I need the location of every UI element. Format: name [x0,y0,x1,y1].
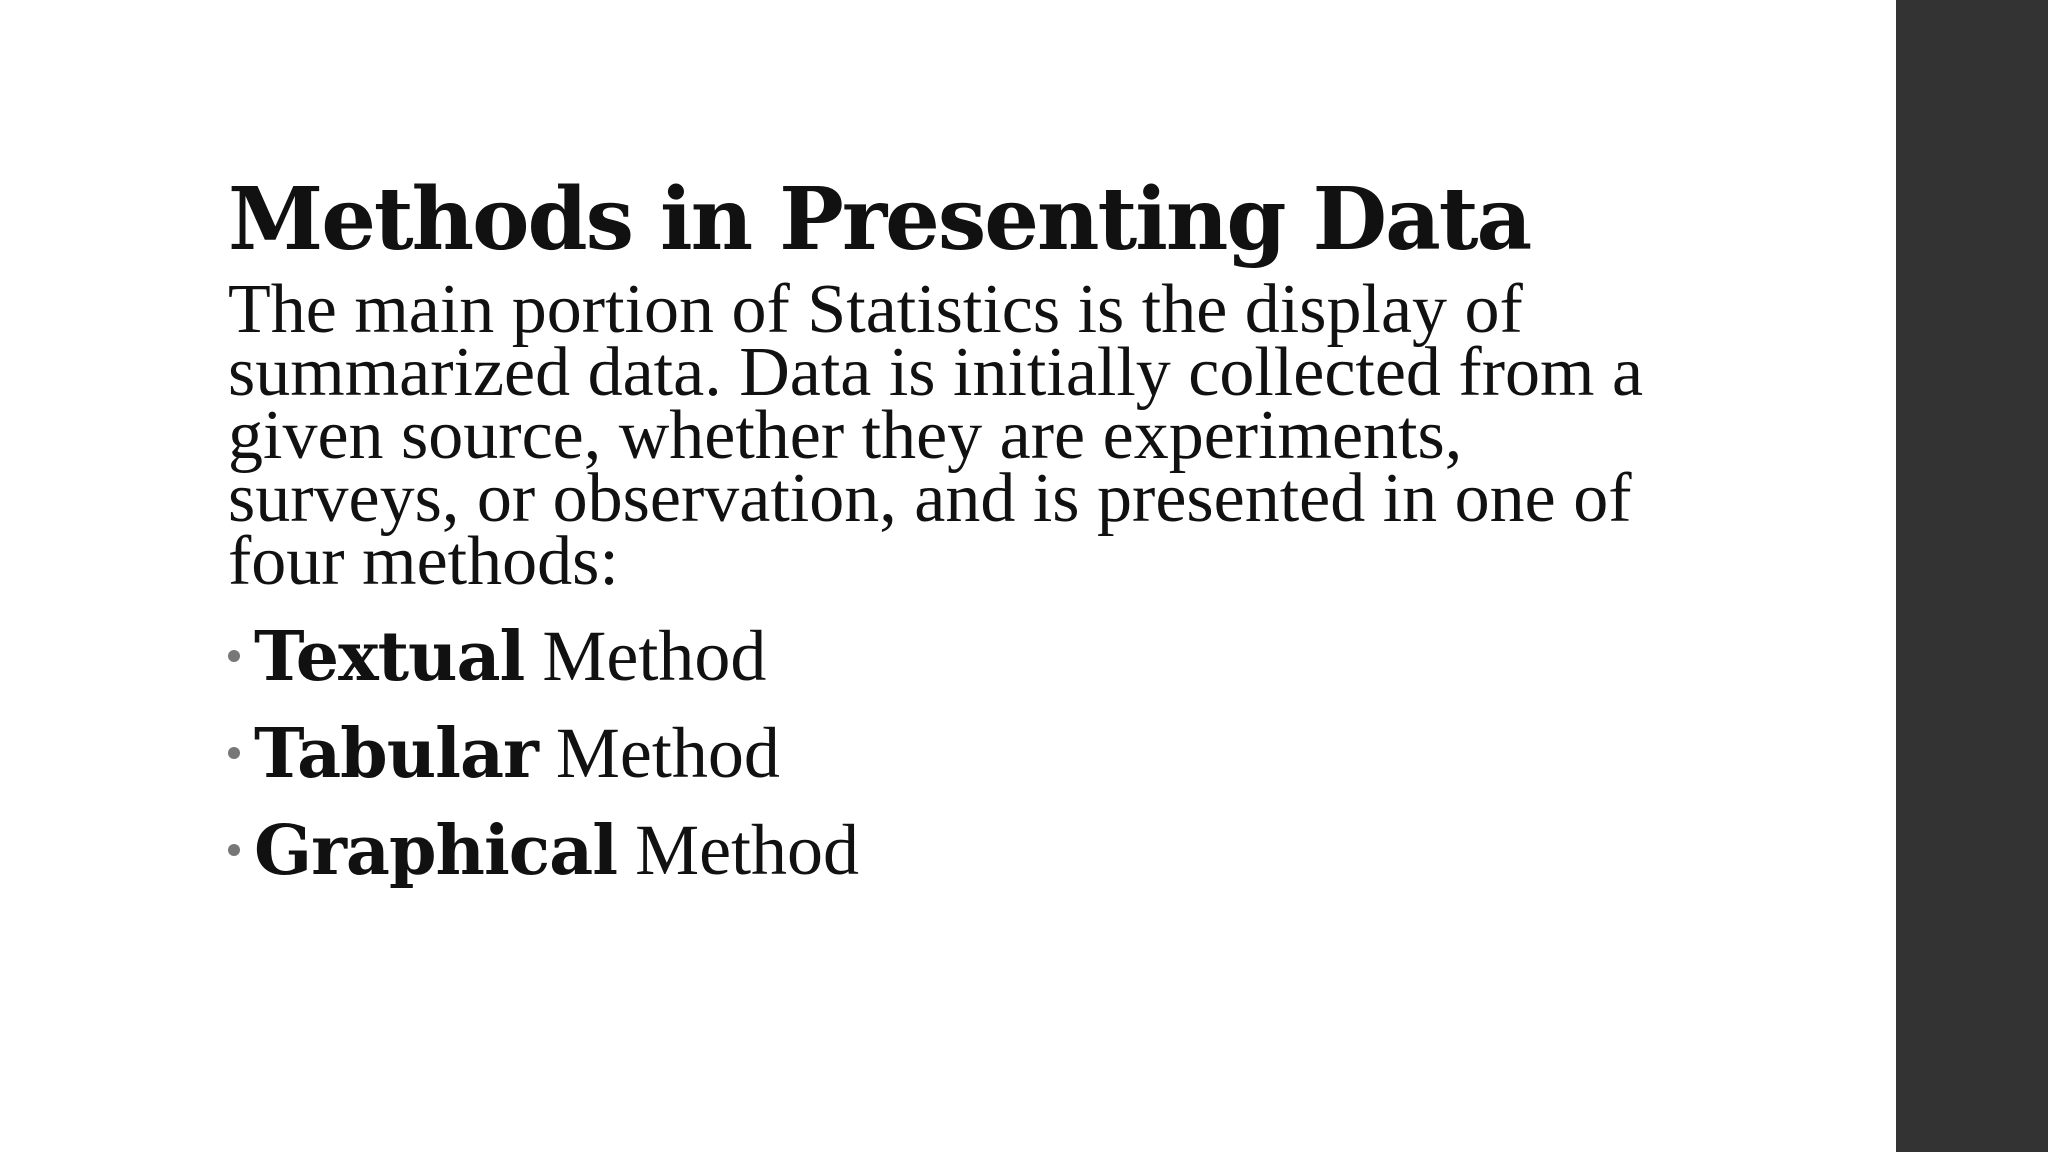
slide-title: Methods in Presenting Data [228,169,1531,270]
side-bar [1896,0,2048,1152]
bullet-dot-icon [228,747,240,759]
bullet-item-tabular [228,712,1688,795]
bullet-dot-icon [228,844,240,856]
bullet-rest-text: Method [635,810,860,890]
slide-content [228,170,1688,906]
bullet-strong-text: Tabular [254,714,538,794]
bullet-item-graphical [228,809,1688,892]
bullet-strong-text: Graphical [254,811,618,891]
bullet-rest-text: Method [542,616,767,696]
bullet-rest-text: Method [555,713,780,793]
bullet-dot-icon [228,650,240,662]
bullet-item-textual [228,615,1688,698]
bullet-list [228,615,1688,892]
body-paragraph: The main portion of Statistics is the display of summarized data. Data is initially collected from a given source, whether they are experiments, surveys, or observation, and is presented in one of four methods: [228,271,1644,600]
bullet-strong-text: Textual [254,617,525,697]
